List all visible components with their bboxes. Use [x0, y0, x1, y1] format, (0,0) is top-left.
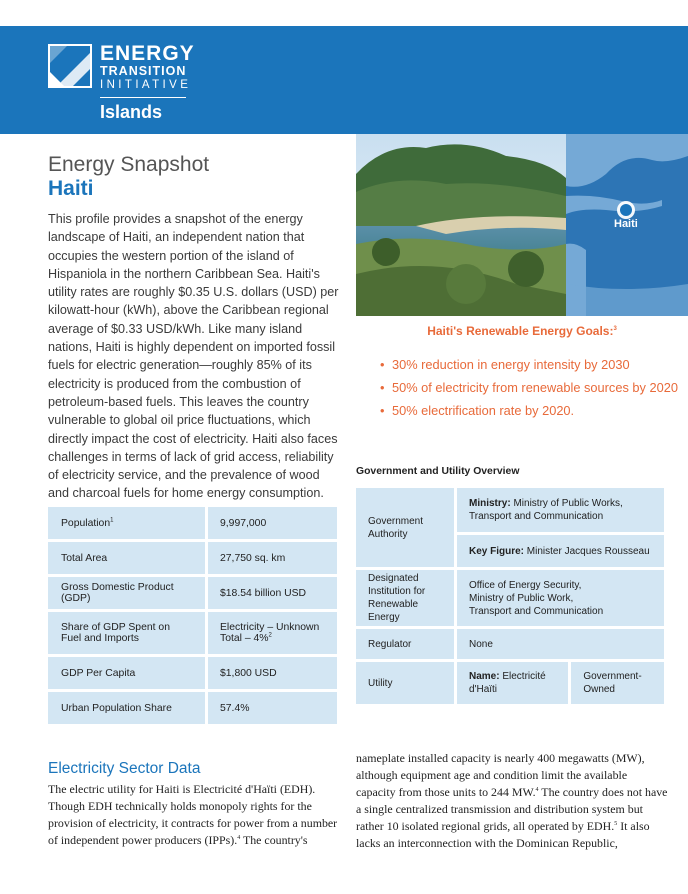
country-stats-table [48, 504, 337, 727]
table-row [48, 577, 337, 609]
table-row [48, 542, 337, 574]
goals-title: Haiti's Renewable Energy Goals:$^3$ [427, 324, 617, 338]
stat-label: Population$^1$ [48, 507, 208, 539]
table-row [48, 507, 337, 539]
coastline-photo [356, 134, 566, 316]
stat-value: $18.54 billion USD [208, 577, 337, 609]
goals-list [380, 356, 678, 425]
map-label-haiti: Haiti [614, 218, 638, 230]
gov-table-title: Government and Utility Overview [356, 466, 520, 477]
logo-initiative: INITIATIVE [100, 79, 192, 91]
country-title: Haiti [48, 177, 94, 200]
goal-item: • 30% reduction in energy intensity by 2030 [380, 357, 630, 372]
stat-value: 9,997,000 [208, 507, 337, 539]
table-row [356, 629, 664, 659]
stat-value: Electricity – Unknown Total – 4%$^2$ [208, 612, 337, 654]
stat-value: 27,750 sq. km [208, 542, 337, 574]
gov-utility-table [356, 485, 664, 707]
stat-value: $1,800 USD [208, 657, 337, 689]
stat-label: Urban Population Share [48, 692, 208, 724]
stat-label: Gross Domestic Product (GDP) [48, 577, 208, 609]
stat-value: 57.4% [208, 692, 337, 724]
intro-paragraph: This profile provides a snapshot of the energy landscape of Haiti, an independent nation that occupies the western portion of the island of Hispaniola in the northern Caribbean Sea. Haiti's utility rates are roughly $0.35 U.S. dollars (USD) per kilowatt-hour (kWh), above the Caribbean regional average of $0.33 USD/kWh. Like many island nations, Haiti is highly dependent on imported fossil fuels for electric generation—roughly 85% of its electricity is produced from the combustion of petroleum-based fuels. This leaves the country vulnerable to global oil price fluctuations, which directly impact the cost of electricity. Haiti also faces challenges in terms of lack of grid access, reliability of electricity service, and the prevalence of wood and charcoal fuels for home energy consumption. [48, 212, 339, 501]
goal-item: • 50% of electricity from renewable sources by 2020 [380, 380, 678, 395]
electricity-text-col1: The electric utility for Haiti is Electricité d'Haïti (EDH). Though EDH technically holds monopoly rights for the provision of electricity, it contracts for power from a number of independent power producers (IPPs).$^4$ The country's [48, 782, 338, 847]
electricity-text-col2: nameplate installed capacity is nearly 400 megawatts (MW), although equipment age and condition limit the available capacity from those units to 244 MW.$^4$ The country does not have a single centralized transmission and distribution system but rather 10 isolated regional grids, all operated by EDH.$^5$ It also lacks an interconnection with the Dominican Republic, [356, 751, 668, 850]
table-row [48, 692, 337, 724]
gov-value: Government- Owned [571, 662, 664, 704]
gov-value: Ministry: Ministry of Public Works, Transport and Communication [457, 488, 664, 532]
stat-label: Total Area [48, 542, 208, 574]
stat-label: GDP Per Capita [48, 657, 208, 689]
gov-value: Name: Electricité d'Haïti [457, 662, 571, 704]
gov-label: Government Authority [356, 488, 457, 567]
gov-value: Key Figure: Minister Jacques Rousseau [457, 535, 664, 567]
section-heading: Electricity Sector Data [48, 760, 201, 777]
table-row [48, 612, 337, 654]
table-row [356, 488, 664, 532]
gov-label: Regulator [356, 629, 457, 659]
energy-transition-logo-icon [48, 44, 92, 88]
table-row [356, 570, 664, 626]
gov-value: None [457, 629, 664, 659]
gov-value: Office of Energy Security, Ministry of Public Work, Transport and Communication [457, 570, 664, 626]
logo-divider [100, 97, 186, 98]
table-row [356, 662, 664, 704]
gov-label: Designated Institution for Renewable Energy [356, 570, 457, 626]
logo-transition: TRANSITION [100, 64, 187, 78]
table-row [48, 657, 337, 689]
stat-label: Share of GDP Spent on Fuel and Imports [48, 612, 208, 654]
gov-label: Utility [356, 662, 457, 704]
logo-energy: ENERGY [100, 42, 195, 65]
goal-item: • 50% electrification rate by 2020. [380, 403, 575, 418]
logo-islands: Islands [100, 102, 163, 122]
page-title: Energy Snapshot [48, 153, 210, 176]
